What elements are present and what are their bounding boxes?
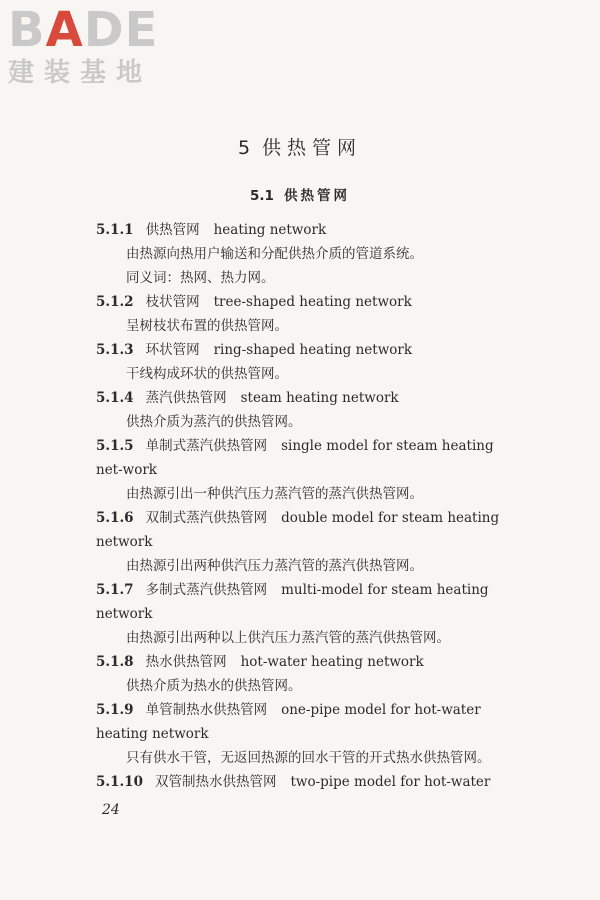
term-heading [96, 650, 520, 674]
term-en: one-pipe model for hot-water heating network [96, 702, 481, 742]
term-definition: 同义词：热网、热力网。 [126, 270, 275, 286]
page-number: 24 [102, 802, 120, 818]
term-heading [96, 218, 520, 242]
term-heading [96, 506, 520, 554]
term-en: ring-shaped heating network [213, 342, 413, 358]
term-code: 5.1.2 [96, 294, 134, 310]
term-definition: 由热源向热用户输送和分配供热介质的管道系统。 [126, 246, 423, 262]
term-code: 5.1.9 [96, 702, 134, 718]
section-title-text: 供热管网 [283, 188, 350, 204]
term-code: 5.1.10 [96, 774, 143, 790]
term-en: heating network [213, 222, 327, 238]
term-en: tree-shaped heating network [213, 294, 412, 310]
term-zh: 多制式蒸汽供热管网 [145, 582, 268, 598]
term-zh: 单制式蒸汽供热管网 [145, 438, 268, 454]
term-heading [96, 578, 520, 626]
term-entry [96, 386, 520, 434]
term-definition: 呈树枝状布置的供热管网。 [126, 318, 288, 334]
chapter-number: 5 [237, 137, 251, 159]
section-number: 5.1 [250, 188, 274, 204]
term-entry [96, 434, 520, 506]
term-en: single model for steam heating net-work [96, 438, 494, 478]
term-en: multi-model for steam heating network [96, 582, 489, 622]
term-zh: 热水供热管网 [145, 654, 227, 670]
term-code: 5.1.6 [96, 510, 134, 526]
logo-letter-a: A [45, 2, 84, 58]
term-heading [96, 698, 520, 746]
term-definition: 由热源引出两种以上供汽压力蒸汽管的蒸汽供热管网。 [126, 630, 450, 646]
term-zh: 双制式蒸汽供热管网 [145, 510, 268, 526]
term-zh: 蒸汽供热管网 [145, 390, 227, 406]
bade-logo [8, 2, 183, 88]
term-zh: 环状管网 [145, 342, 200, 358]
term-code: 5.1.5 [96, 438, 134, 454]
term-entry [96, 290, 520, 338]
section-title [0, 184, 600, 204]
logo-letter-b: B [8, 2, 46, 58]
term-heading [96, 434, 520, 482]
term-entry [96, 650, 520, 698]
term-code: 5.1.1 [96, 222, 134, 238]
logo-wordmark [8, 2, 183, 58]
term-definition: 干线构成环状的供热管网。 [126, 366, 288, 382]
chapter-title-text: 供热管网 [262, 137, 363, 159]
term-definition: 由热源引出一种供汽压力蒸汽管的蒸汽供热管网。 [126, 486, 423, 502]
logo-letter-d: D [83, 2, 125, 58]
chapter-title [0, 133, 600, 160]
term-entry [96, 770, 520, 794]
term-entry [96, 506, 520, 578]
term-heading [96, 290, 520, 314]
term-en: two-pipe model for hot-water [290, 774, 491, 790]
term-code: 5.1.8 [96, 654, 134, 670]
term-definition: 由热源引出两种供汽压力蒸汽管的蒸汽供热管网。 [126, 558, 423, 574]
term-zh: 单管制热水供热管网 [145, 702, 268, 718]
term-heading [96, 386, 520, 410]
term-en: double model for steam heating network [96, 510, 500, 550]
term-entry [96, 698, 520, 770]
term-code: 5.1.4 [96, 390, 134, 406]
term-heading [96, 770, 520, 794]
term-heading [96, 338, 520, 362]
term-entry [96, 218, 520, 290]
term-code: 5.1.7 [96, 582, 134, 598]
term-zh: 双管制热水供热管网 [154, 774, 277, 790]
term-zh: 供热管网 [145, 222, 200, 238]
term-entry [96, 578, 520, 650]
term-en: hot-water heating network [240, 654, 424, 670]
term-list [96, 218, 520, 794]
term-definition: 供热介质为蒸汽的供热管网。 [126, 414, 302, 430]
term-definition: 供热介质为热水的供热管网。 [126, 678, 302, 694]
logo-subtitle: 建装基地 [8, 58, 153, 88]
term-entry [96, 338, 520, 386]
term-code: 5.1.3 [96, 342, 134, 358]
term-definition: 只有供水干管，无返回热源的回水干管的开式热水供热管网。 [126, 750, 491, 766]
logo-letter-e: E [124, 2, 159, 58]
term-zh: 枝状管网 [145, 294, 200, 310]
term-en: steam heating network [240, 390, 399, 406]
